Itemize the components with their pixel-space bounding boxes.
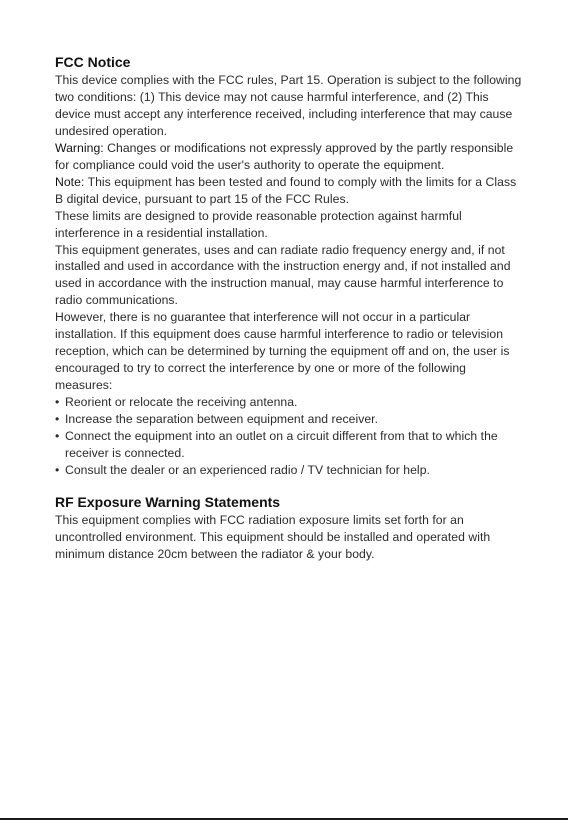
bullet-icon: • <box>55 395 60 410</box>
bullet-icon: • <box>55 412 60 427</box>
document-page <box>55 53 525 563</box>
fcc-intro-paragraph: This device complies with the FCC rules, Part 15. Operation is subject to the following two conditions: (1) This device may not cause harmful interference, and (2) This device must accept any interference received, including interference that may cause undesired operation. <box>55 73 522 138</box>
fcc-notice-body <box>55 72 525 479</box>
warning-paragraph <box>55 140 525 174</box>
measures-list <box>55 394 525 479</box>
warning-text: Changes or modifications not expressly approved by the partly responsible for compliance could void the user's authority to operate the equipment. <box>55 140 514 172</box>
list-item-text: Consult the dealer or an experienced radio / TV technician for help. <box>65 462 430 477</box>
bullet-icon: • <box>55 429 60 444</box>
warning-label: Warning: <box>55 140 104 155</box>
rf-exposure-text: This equipment complies with FCC radiation exposure limits set forth for an uncontrolled environment. This equipment should be installed and operated with minimum distance 20cm between the radiator & your body. <box>55 512 491 561</box>
limits-paragraph: These limits are designed to provide reasonable protection against harmful interference in a residential installation. <box>55 208 462 240</box>
note-text: This equipment has been tested and found to comply with the limits for a Class B digital device, pursuant to part 15 of the FCC Rules. <box>55 174 517 206</box>
list-item-text: Reorient or relocate the receiving antenna. <box>65 395 298 410</box>
fcc-notice-heading: FCC Notice <box>55 54 131 70</box>
however-paragraph: However, there is no guarantee that interference will not occur in a particular installation. If this equipment does cause harmful interference to radio or television reception, which can be determined by turning the equipment off and on, the user is encouraged to try to correct the interference by one or more of the following measures: <box>55 310 510 393</box>
note-label: Note: <box>55 174 85 189</box>
list-item <box>55 462 525 479</box>
list-item-text: Increase the separation between equipment and receiver. <box>65 412 379 427</box>
list-item <box>55 411 525 428</box>
rf-exposure-heading: RF Exposure Warning Statements <box>55 493 281 510</box>
note-paragraph <box>55 174 525 208</box>
list-item <box>55 394 525 411</box>
rf-exposure-section <box>55 493 525 563</box>
bullet-icon: • <box>55 462 60 477</box>
list-item <box>55 428 525 462</box>
generates-paragraph: This equipment generates, uses and can radiate radio frequency energy and, if not installed and used in accordance with the instruction energy and, if not installed and used in accordance with the instruction manual, may cause harmful interference to radio communications. <box>55 242 511 308</box>
list-item-text: Connect the equipment into an outlet on a circuit different from that to which the receiver is connected. <box>65 429 498 460</box>
